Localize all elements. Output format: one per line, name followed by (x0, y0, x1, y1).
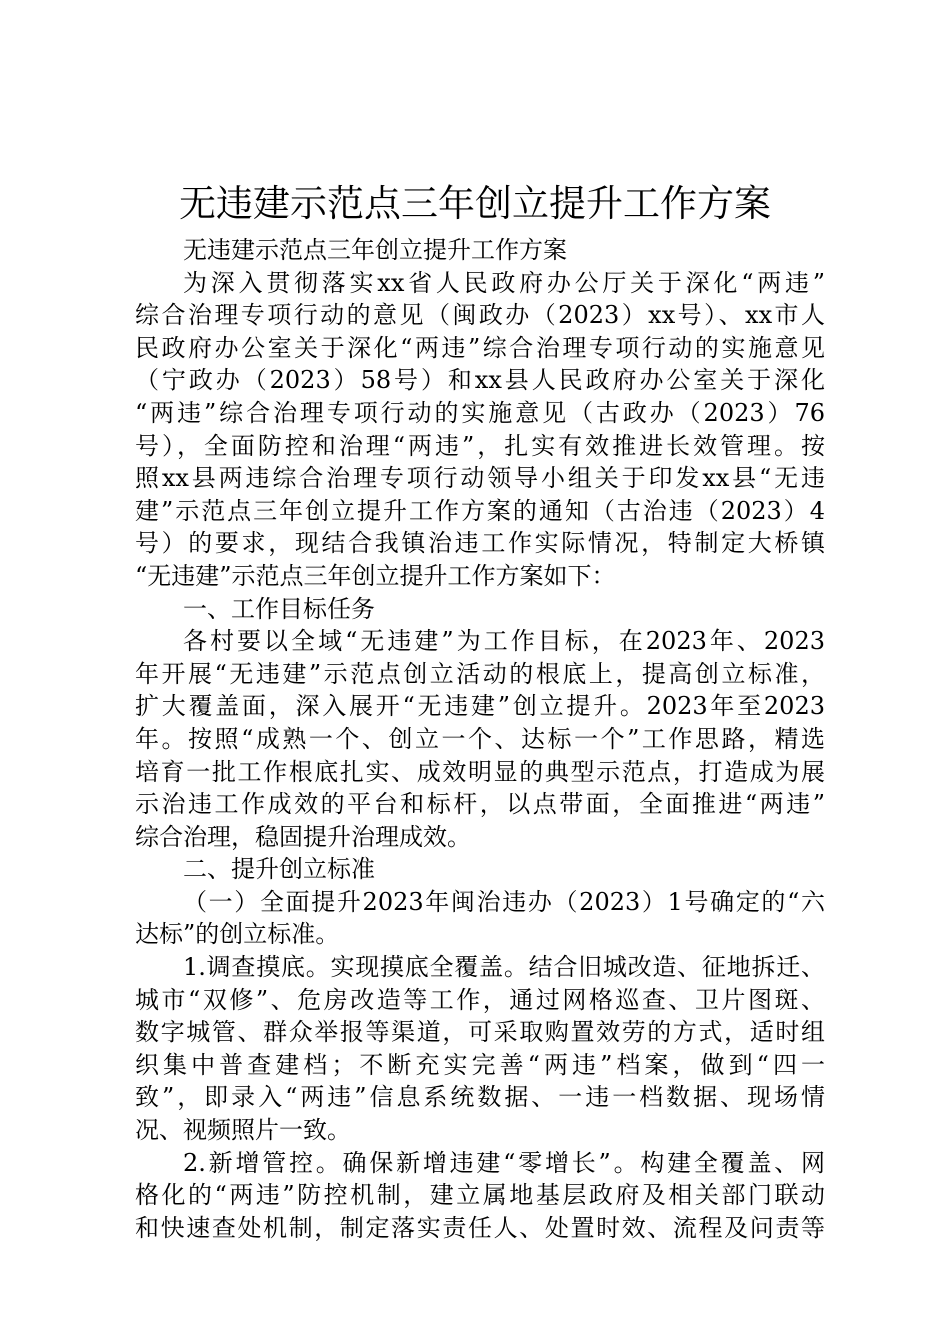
text-line: 一、工作目标任务 (183, 594, 375, 623)
text-line: 数字城管、群众举报等渠道，可采取购置效劳的方式，适时组 (135, 1018, 825, 1047)
text-line: 致”，即录入“两违”信息系统数据、一违一档数据、现场情 (135, 1083, 825, 1112)
text-line: 综合治理专项行动的意见（闽政办（2023）xx号）、xx市人 (135, 301, 825, 330)
text-line: 号），全面防控和治理“两违”，扎实有效推进长效管理。按 (135, 431, 825, 460)
text-line: 年。按照“成熟一个、创立一个、达标一个”工作思路，精选 (135, 724, 825, 753)
document-body (135, 234, 825, 1244)
text-line: 和快速查处机制，制定落实责任人、处置时效、流程及问责等 (135, 1213, 825, 1242)
text-line: “无违建”示范点三年创立提升工作方案如下： (135, 561, 616, 590)
text-line: 年开展“无违建”示范点创立活动的根底上，提高创立标准， (135, 659, 825, 688)
text-line: 综合治理，稳固提升治理成效。 (135, 822, 471, 851)
text-line: 各村要以全域“无违建”为工作目标，在2023年、2023 (183, 627, 825, 656)
text-line: （一）全面提升2023年闽治违办（2023）1号确定的“六 (183, 887, 825, 916)
text-line: 二、提升创立标准 (183, 855, 375, 884)
text-line: 无违建示范点三年创立提升工作方案 (183, 236, 567, 264)
text-line: 为深入贯彻落实xx省人民政府办公厅关于深化“两违” (183, 268, 825, 297)
text-line: 建”示范点三年创立提升工作方案的通知（古治违（2023）4 (135, 496, 825, 525)
text-line: 扩大覆盖面，深入展开“无违建”创立提升。2023年至2023 (135, 692, 825, 721)
text-line: “两违”综合治理专项行动的实施意见（古政办（2023）76 (135, 398, 825, 427)
text-line: 1.调查摸底。实现摸底全覆盖。结合旧城改造、征地拆迁、 (183, 953, 825, 982)
text-line: 示治违工作成效的平台和标杆，以点带面，全面推进“两违” (135, 790, 825, 819)
text-line: 况、视频照片一致。 (135, 1116, 351, 1145)
text-line: 达标”的创立标准。 (135, 920, 340, 949)
text-line: 2.新增管控。确保新增违建“零增长”。构建全覆盖、网 (183, 1148, 825, 1177)
text-line: 格化的“两违”防控机制，建立属地基层政府及相关部门联动 (135, 1181, 825, 1210)
text-line: 号）的要求，现结合我镇治违工作实际情况，特制定大桥镇 (135, 529, 825, 558)
text-line: （宁政办（2023）58号）和xx县人民政府办公室关于深化 (135, 366, 825, 395)
text-line: 照xx县两违综合治理专项行动领导小组关于印发xx县“无违 (135, 464, 825, 493)
text-line: 培育一批工作根底扎实、成效明显的典型示范点，打造成为展 (135, 757, 825, 786)
document-title: 无违建示范点三年创立提升工作方案 (179, 182, 771, 225)
text-line: 织集中普查建档；不断充实完善“两违”档案，做到“四一 (135, 1050, 825, 1079)
text-line: 民政府办公室关于深化“两违”综合治理专项行动的实施意见 (135, 333, 825, 362)
text-line: 城市“双修”、危房改造等工作，通过网格巡查、卫片图斑、 (135, 985, 825, 1014)
